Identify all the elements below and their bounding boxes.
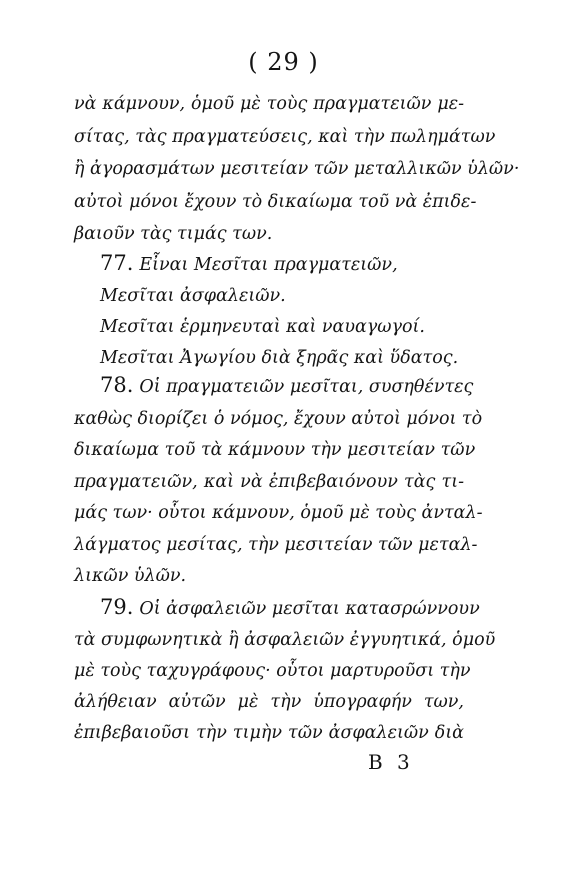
text-line: ἢ ἀγορασμάτων μεσιτείαν τῶν μεταλλικῶν ὑλῶν· [74, 159, 520, 179]
text-line: μάς των· οὗτοι κάμνουν, ὁμοῦ μὲ τοὺς ἀνταλ- [74, 503, 483, 523]
section-77 [74, 248, 464, 374]
section-text: Εἶναι Μεσῖται πραγματειῶν, [139, 255, 398, 275]
text-line: αὐτοὶ μόνοι ἔχουν τὸ δικαίωμα τοῦ νὰ ἐπιδε- [74, 191, 477, 212]
text-line: Μεσῖται Ἀγωγίου διὰ ξηρᾶς καὶ ὕδατος. [100, 348, 459, 368]
section-number: 79. [100, 595, 134, 619]
text-line: λικῶν ὑλῶν. [74, 566, 187, 586]
text-line: καθὼς διορίζει ὁ νόμος, ἔχουν αὐτοὶ μόνοι τὸ [74, 408, 483, 429]
text-line: δικαίωμα τοῦ τὰ κάμνουν τὴν μεσιτείαν τῶν [74, 440, 476, 460]
section-79 [74, 592, 496, 749]
text-line: σίτας, τὰς πραγματεύσεις, καὶ τὴν πωλημάτων [74, 126, 496, 147]
text-line: πραγματειῶν, καὶ νὰ ἐπιβεβαιόνουν τὰς τι- [74, 471, 464, 492]
text-line: νὰ κάμνουν, ὁμοῦ μὲ τοὺς πραγματειῶν με- [74, 94, 464, 114]
signature-mark: B 3 [368, 750, 414, 774]
section-number: 78. [100, 373, 134, 397]
page-number: ( 29 ) [248, 48, 319, 76]
text-line [74, 592, 480, 625]
section-text: Οἱ πραγματειῶν μεσῖται, συσηθέντες [139, 377, 474, 397]
text-line: Μεσῖται ἑρμηνευταὶ καὶ ναυαγωγοί. [100, 317, 425, 337]
section-number: 77. [100, 251, 134, 275]
text-line: τὰ συμφωνητικὰ ἢ ἀσφαλειῶν ἐγγυητικά, ὁμοῦ [74, 630, 496, 650]
paragraph-continuation [74, 88, 520, 251]
text-line [74, 370, 474, 404]
text-line: βαιοῦν τὰς τιμάς των. [74, 224, 273, 244]
section-78 [74, 370, 483, 593]
text-line: λάγματος μεσίτας, τὴν μεσιτείαν τῶν μεταλ- [74, 534, 478, 555]
section-text: Οἱ ἀσφαλειῶν μεσῖται κατασρώννουν [139, 599, 480, 619]
text-line [74, 248, 464, 281]
text-line: ἀλήθειαν αὐτῶν μὲ τὴν ὑπογραφήν των, [74, 692, 464, 712]
text-line: μὲ τοὺς ταχυγράφους· οὗτοι μαρτυροῦσι τὴν [74, 661, 471, 681]
text-line: Μεσῖται ἀσφαλειῶν. [100, 286, 286, 306]
text-line: ἐπιβεβαιοῦσι τὴν τιμὴν τῶν ἀσφαλειῶν διὰ [74, 723, 464, 743]
